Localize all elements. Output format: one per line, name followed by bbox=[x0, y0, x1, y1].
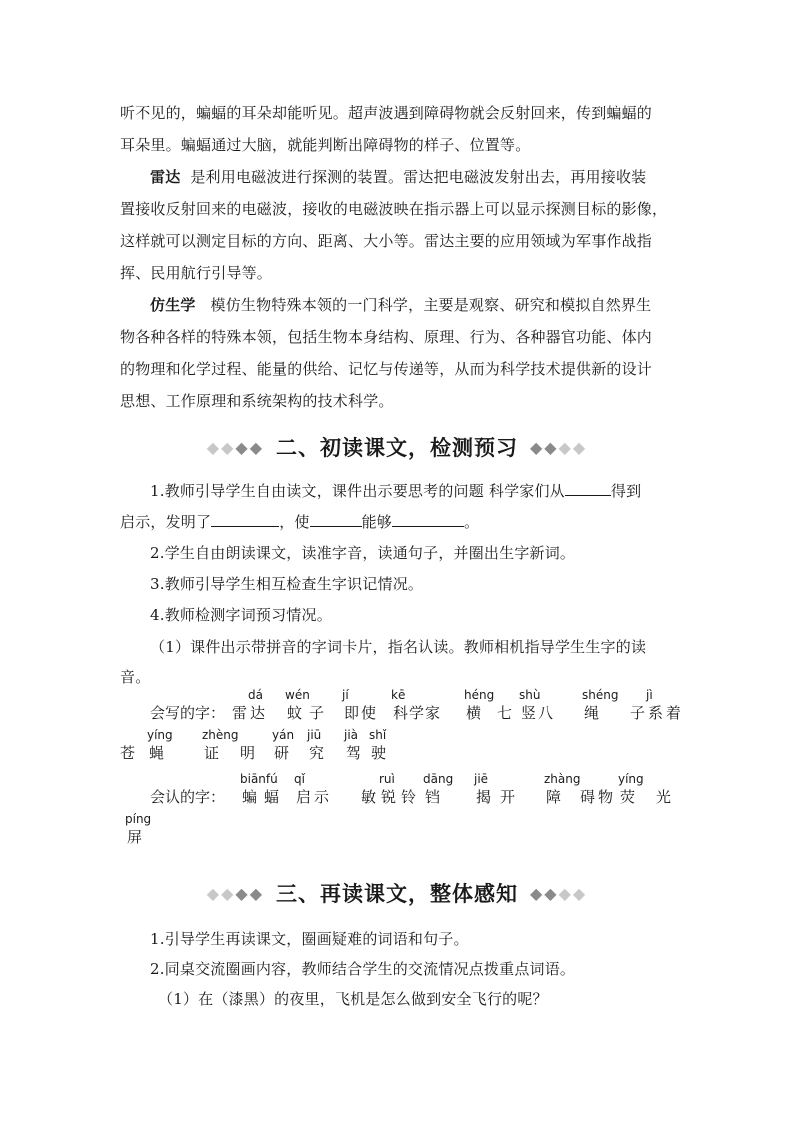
vocab-character: 系 bbox=[648, 704, 664, 722]
section2-step1-line1 bbox=[150, 480, 641, 501]
step1-line2-c: 能够 bbox=[361, 513, 393, 531]
section2-step5-line2: 音。 bbox=[120, 668, 151, 686]
radar-line-3: 这样就可以测定目标的方向、距离、大小等。雷达主要的应用领域为军事作战指 bbox=[120, 232, 653, 250]
vocab-character: 蝙 bbox=[242, 788, 258, 806]
vocab-character: 蝇 bbox=[149, 744, 165, 762]
pinyin-annotation: píng bbox=[125, 812, 152, 826]
pinyin-annotation: dāng bbox=[423, 772, 454, 786]
section2-step2: 2.学生自由朗读课文，读准字音，读通句子，并圈出生字新词。 bbox=[150, 544, 576, 562]
bionics-line-1 bbox=[150, 294, 651, 315]
vocab-character: 驾 bbox=[346, 744, 362, 762]
diamond-decoration-left: ◆◆◆◆ bbox=[206, 437, 264, 457]
step1-line2-d: 。 bbox=[464, 513, 480, 531]
pinyin-annotation: yíng bbox=[147, 728, 173, 742]
pinyin-annotation: jiū bbox=[307, 728, 322, 742]
pinyin-annotation: jì bbox=[646, 688, 653, 702]
vocab-character: 驶 bbox=[371, 744, 387, 762]
vocab-character: 碍 bbox=[580, 788, 596, 806]
pinyin-annotation: shǐ bbox=[369, 728, 387, 742]
vocab-character: 荧 bbox=[620, 788, 636, 806]
pinyin-annotation: zhèng bbox=[202, 728, 239, 742]
vocab-character: 科 bbox=[393, 704, 409, 722]
pinyin-annotation: wén bbox=[285, 688, 310, 702]
fill-blank-1 bbox=[565, 481, 611, 496]
section2-step5-line1: （1）课件出示带拼音的字词卡片，指名认读。教师相机指导学生生字的读 bbox=[150, 638, 647, 656]
vocab-character: 雷 bbox=[232, 704, 248, 722]
vocab-character: 明 bbox=[240, 744, 256, 762]
write-chars-row-1 bbox=[0, 690, 794, 734]
pinyin-annotation: jí bbox=[342, 688, 349, 702]
pinyin-annotation: yíng bbox=[618, 772, 644, 786]
step1-line2-b: ，使 bbox=[279, 513, 310, 531]
section3-title: 三、再读课文，整体感知 bbox=[276, 882, 518, 906]
bionics-text-1: 模仿生物特殊本领的一门科学，主要是观察、研究和模拟自然界生 bbox=[210, 296, 652, 314]
vocab-character: 敏 bbox=[361, 788, 377, 806]
radar-line-1 bbox=[150, 166, 646, 187]
vocab-character: 屏 bbox=[127, 828, 143, 846]
vocab-character: 揭 bbox=[476, 788, 492, 806]
intro-line-1: 听不见的，蝙蝠的耳朵却能听见。超声波遇到障碍物就会反射回来，传到蝙蝠的 bbox=[120, 104, 653, 122]
vocab-character: 子 bbox=[309, 704, 325, 722]
vocab-character: 示 bbox=[314, 788, 330, 806]
pinyin-annotation: shéng bbox=[582, 688, 619, 702]
radar-text-1: 是利用电磁波进行探测的装置。雷达把电磁波发射出去，再用接收装 bbox=[190, 168, 647, 186]
pinyin-annotation: dá bbox=[248, 688, 263, 702]
pinyin-annotation: shù bbox=[519, 688, 541, 702]
vocab-character: 竖 bbox=[521, 704, 537, 722]
vocab-character: 达 bbox=[250, 704, 266, 722]
vocab-character: 七 bbox=[497, 704, 513, 722]
intro-line-2: 耳朵里。蝙蝠通过大脑，就能判断出障碍物的样子、位置等。 bbox=[120, 136, 531, 154]
vocab-character: 蚊 bbox=[287, 704, 303, 722]
vocab-character: 家 bbox=[425, 704, 441, 722]
pinyin-annotation: héng bbox=[464, 688, 495, 702]
vocab-character: 究 bbox=[309, 744, 325, 762]
write-chars-label: 会写的字： bbox=[150, 704, 226, 722]
section2-step1-line2 bbox=[120, 511, 479, 532]
pinyin-annotation: qǐ bbox=[294, 772, 305, 786]
read-chars-label: 会认的字： bbox=[150, 788, 226, 806]
vocab-character: 学 bbox=[409, 704, 425, 722]
section3-step3: （1）在（漆黑）的夜里，飞机是怎么做到安全飞行的呢？ bbox=[158, 990, 548, 1008]
vocab-character: 证 bbox=[204, 744, 220, 762]
pinyin-annotation: jiē bbox=[474, 772, 489, 786]
pinyin-annotation: zhàng bbox=[544, 772, 581, 786]
vocab-character: 蝠 bbox=[264, 788, 280, 806]
step1-text: 1.教师引导学生自由读文，课件出示要思考的问题 科学家们从 bbox=[150, 482, 565, 500]
pinyin-annotation: ruì bbox=[379, 772, 395, 786]
section2-step4: 4.教师检测字词预习情况。 bbox=[150, 606, 332, 624]
diamond-decoration-left: ◆◆◆◆ bbox=[206, 883, 264, 903]
fill-blank-4 bbox=[392, 512, 464, 527]
step1-text-end: 得到 bbox=[610, 482, 642, 500]
vocab-character: 子 bbox=[630, 704, 646, 722]
vocab-character: 开 bbox=[500, 788, 516, 806]
diamond-decoration-right: ◆◆◆◆ bbox=[530, 883, 588, 903]
section3-heading bbox=[0, 878, 794, 906]
pinyin-annotation: kē bbox=[391, 688, 406, 702]
vocab-character: 光 bbox=[656, 788, 672, 806]
vocab-character: 障 bbox=[546, 788, 562, 806]
vocab-character: 绳 bbox=[584, 704, 600, 722]
diamond-decoration-right: ◆◆◆◆ bbox=[530, 437, 588, 457]
vocab-character: 物 bbox=[598, 788, 614, 806]
vocab-character: 横 bbox=[466, 704, 482, 722]
read-chars-row-1 bbox=[0, 774, 794, 818]
vocab-character: 铛 bbox=[425, 788, 441, 806]
vocab-character: 研 bbox=[274, 744, 290, 762]
section3-step2: 2.同桌交流圈画内容，教师结合学生的交流情况点拨重点词语。 bbox=[150, 960, 576, 978]
section3-step1: 1.引导学生再读课文，圈画疑难的词语和句子。 bbox=[150, 930, 469, 948]
fill-blank-3 bbox=[310, 512, 362, 527]
radar-term: 雷达 bbox=[150, 168, 181, 186]
radar-line-2: 置接收反射回来的电磁波，接收的电磁波映在指示器上可以显示探测目标的影像， bbox=[120, 200, 668, 218]
pinyin-annotation: jià bbox=[344, 728, 359, 742]
step1-line2-a: 启示，发明了 bbox=[120, 513, 212, 531]
section2-heading bbox=[0, 432, 794, 460]
radar-line-4: 挥、民用航行引导等。 bbox=[120, 264, 273, 282]
write-chars-row-2 bbox=[0, 730, 794, 774]
pinyin-annotation: yán bbox=[272, 728, 295, 742]
vocab-character: 苍 bbox=[120, 744, 136, 762]
vocab-character: 启 bbox=[296, 788, 312, 806]
vocab-character: 使 bbox=[361, 704, 377, 722]
bionics-line-2: 物各种各样的特殊本领，包括生物本身结构、原理、行为、各种器官功能、体内 bbox=[120, 328, 653, 346]
section2-step3: 3.教师引导学生相互检查生字识记情况。 bbox=[150, 575, 424, 593]
vocab-character: 即 bbox=[344, 704, 360, 722]
vocab-character: 锐 bbox=[381, 788, 397, 806]
pinyin-annotation: biānfú bbox=[240, 772, 278, 786]
bionics-line-4: 思想、工作原理和系统架构的技术科学。 bbox=[120, 392, 394, 410]
vocab-character: 八 bbox=[538, 704, 554, 722]
bionics-term: 仿生学 bbox=[150, 296, 196, 314]
bionics-line-3: 的物理和化学过程、能量的供给、记忆与传递等，从而为科学技术提供新的设计 bbox=[120, 360, 653, 378]
fill-blank-2 bbox=[211, 512, 279, 527]
read-chars-row-2 bbox=[0, 814, 794, 858]
section2-title: 二、初读课文，检测预习 bbox=[276, 436, 518, 460]
vocab-character: 着 bbox=[666, 704, 682, 722]
vocab-character: 铃 bbox=[401, 788, 417, 806]
